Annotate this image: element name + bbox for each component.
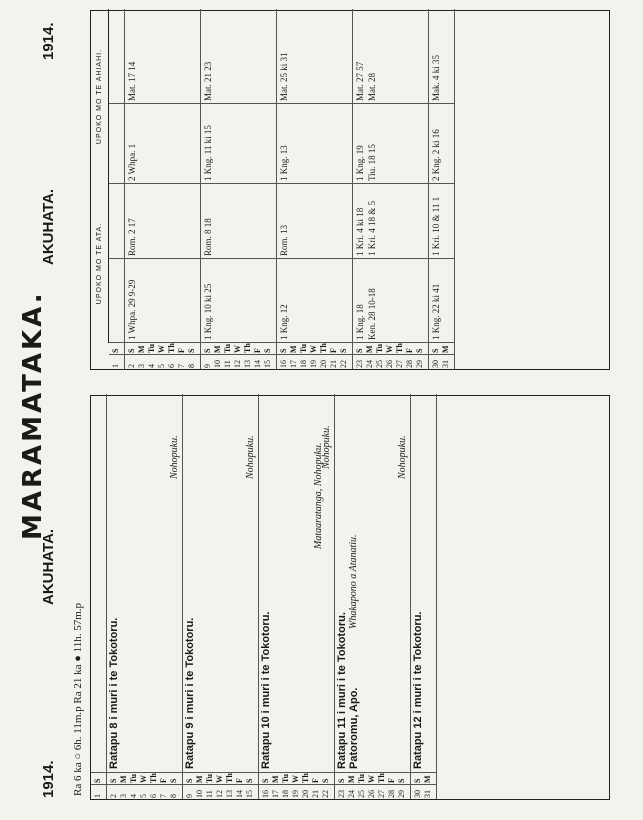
- column-divider: [277, 258, 353, 259]
- weekday-letter: W: [367, 775, 376, 783]
- weekday-letter: Th: [243, 343, 252, 353]
- day-number-column: [91, 784, 106, 799]
- lesson-a2: 1 Kri. 10 & 11 1: [431, 196, 441, 256]
- column-divider: [429, 103, 455, 104]
- lesson-a2: 1 Kri. 4 ki 18: [355, 207, 365, 256]
- weekday-letter: M: [289, 345, 298, 353]
- day-number: 15: [263, 360, 272, 368]
- day-number: 3: [119, 794, 128, 798]
- day-number: 22: [321, 790, 330, 798]
- column-divider: [201, 258, 277, 259]
- column-divider: [201, 183, 277, 184]
- column-divider: [277, 183, 353, 184]
- weekday-letter: S: [111, 348, 120, 353]
- week-row: [259, 394, 335, 799]
- weekday-letter: S: [203, 348, 212, 353]
- column-divider: [125, 354, 201, 355]
- column-divider: [109, 183, 125, 184]
- lesson-p1-holyday: Tiu. 18 15: [367, 144, 377, 181]
- weekday-letter: S: [169, 778, 178, 783]
- weekday-letter: W: [139, 775, 148, 783]
- column-divider: [277, 354, 353, 355]
- lesson-a1: 1 Kng. 22 ki 41: [431, 283, 441, 340]
- weekday-letter: S: [337, 778, 346, 783]
- day-number: 2: [127, 364, 136, 368]
- day-number: 14: [235, 790, 244, 798]
- lesson-a2: Rom. 8 18: [203, 218, 213, 256]
- weekday-column: [335, 772, 410, 785]
- year-left: 1914.: [40, 760, 57, 798]
- day-number: 23: [337, 790, 346, 798]
- lesson-a1: 1 Kng. 10 ki 25: [203, 283, 213, 340]
- weekday-letter: S: [245, 778, 254, 783]
- weekday-letter: S: [127, 348, 136, 353]
- lesson-a1: 1 Whpa. 29 9-29: [127, 279, 137, 340]
- day-number: 6: [167, 364, 176, 368]
- day-number: 21: [329, 360, 338, 368]
- day-number: 1: [93, 794, 102, 798]
- sunday-title: Ratapu 12 i muri i te Tokotoru.: [412, 611, 424, 769]
- day-number: 3: [137, 364, 146, 368]
- column-divider: [125, 183, 201, 184]
- weekday-letter: S: [109, 778, 118, 783]
- day-number: 17: [289, 360, 298, 368]
- weekday-letter: Th: [225, 773, 234, 783]
- day-number: 8: [169, 794, 178, 798]
- lesson-row: [277, 9, 353, 369]
- day-number: 25: [375, 360, 384, 368]
- weekday-letter: Tu: [129, 773, 138, 783]
- column-divider: [429, 258, 455, 259]
- day-number: 20: [301, 790, 310, 798]
- weekday-letter: S: [279, 348, 288, 353]
- column-divider: [109, 258, 125, 259]
- weekday-letter: S: [263, 348, 272, 353]
- day-number: 31: [441, 360, 450, 368]
- day-number: 22: [339, 360, 348, 368]
- lesson-a2: Rom. 13: [279, 224, 289, 256]
- weekday-letter: F: [311, 778, 320, 783]
- weekday-letter: W: [233, 345, 242, 353]
- column-divider: [125, 258, 201, 259]
- lesson-p2: Mak. 4 ki 35: [431, 55, 441, 101]
- column-divider: [353, 183, 429, 184]
- column-divider: [109, 342, 125, 343]
- column-divider: [429, 354, 455, 355]
- day-number: 11: [205, 790, 214, 798]
- column-divider: [353, 342, 429, 343]
- lesson-a2: Rom. 2 17: [127, 218, 137, 256]
- weekday-letter: W: [309, 345, 318, 353]
- weekday-letter: M: [423, 775, 432, 783]
- day-number: 30: [431, 360, 440, 368]
- day-number: 6: [149, 794, 158, 798]
- day-number: 12: [215, 790, 224, 798]
- weekday-letter: S: [413, 778, 422, 783]
- weekday-column: [107, 772, 182, 785]
- day-number: 26: [367, 790, 376, 798]
- lessons-table-right: [90, 10, 610, 370]
- day-number: 25: [357, 790, 366, 798]
- day-number: 8: [187, 364, 196, 368]
- day-number-column: [107, 784, 182, 799]
- fast-note: Nohopuku.: [321, 425, 332, 469]
- day-number: 24: [365, 360, 374, 368]
- weekday-letter: Th: [301, 773, 310, 783]
- weekday-letter: F: [387, 778, 396, 783]
- weekday-letter: W: [157, 345, 166, 353]
- week-row: [183, 394, 259, 799]
- weekday-letter: S: [187, 348, 196, 353]
- weekday-letter: F: [159, 778, 168, 783]
- day-number: 30: [413, 790, 422, 798]
- weekday-letter: Th: [377, 773, 386, 783]
- lesson-row: [109, 9, 125, 369]
- weekday-letter: Th: [149, 773, 158, 783]
- day-number: 31: [423, 790, 432, 798]
- week-row: [411, 394, 437, 799]
- weekday-letter: S: [93, 778, 102, 783]
- weekday-letter: Th: [319, 343, 328, 353]
- observance-note: Mataaratanga, Nohopuku.: [313, 442, 324, 549]
- weekday-letter: Tu: [223, 343, 232, 353]
- weekday-letter: W: [291, 775, 300, 783]
- weekday-letter: W: [215, 775, 224, 783]
- day-number: 21: [311, 790, 320, 798]
- lesson-p2: Mat. 17 14: [127, 61, 137, 101]
- weekday-letter: Tu: [147, 343, 156, 353]
- column-divider: [277, 342, 353, 343]
- week-row: [107, 394, 183, 799]
- day-number: 29: [415, 360, 424, 368]
- column-divider: [109, 103, 125, 104]
- column-divider: [109, 354, 125, 355]
- day-number-column: [259, 784, 334, 799]
- day-number-column: [411, 784, 436, 799]
- lesson-p1: 1 Kng. 11 ki 15: [203, 125, 213, 181]
- weekday-letter: F: [329, 348, 338, 353]
- lesson-row: [201, 9, 277, 369]
- day-number: 16: [261, 790, 270, 798]
- weekday-letter: M: [271, 775, 280, 783]
- weekday-column: [91, 772, 106, 785]
- sunday-title: Ratapu 9 i muri i te Tokotoru.: [184, 617, 196, 769]
- day-number: 27: [395, 360, 404, 368]
- column-divider: [429, 183, 455, 184]
- column-divider: [353, 354, 429, 355]
- day-number: 13: [243, 360, 252, 368]
- day-number: 19: [291, 790, 300, 798]
- day-number: 29: [397, 790, 406, 798]
- day-number: 20: [319, 360, 328, 368]
- lesson-p2: Mat. 21 23: [203, 61, 213, 101]
- day-number: 18: [299, 360, 308, 368]
- sunday-title: Ratapu 10 i muri i te Tokotoru.: [260, 611, 272, 769]
- weekday-letter: Tu: [205, 773, 214, 783]
- lesson-a1-holyday: Ken. 28 10-18: [367, 288, 377, 340]
- lesson-p2: Mat. 27 57: [355, 61, 365, 101]
- fast-note: Nohopuku.: [397, 435, 408, 479]
- day-number-column: [335, 784, 410, 799]
- day-number: 2: [109, 794, 118, 798]
- day-number: 24: [347, 790, 356, 798]
- day-number: 5: [157, 364, 166, 368]
- day-number: 15: [245, 790, 254, 798]
- week-row: [91, 394, 107, 799]
- year-right: 1914.: [40, 22, 57, 60]
- weekday-letter: F: [235, 778, 244, 783]
- weekday-letter: F: [177, 348, 186, 353]
- lesson-row: [125, 9, 201, 369]
- lesson-p2: Mat. 25 ki 31: [279, 52, 289, 101]
- weekday-column: [411, 772, 436, 785]
- weekday-letter: F: [405, 348, 414, 353]
- column-divider: [201, 342, 277, 343]
- column-divider: [201, 354, 277, 355]
- header-evening: UPOKO MO TE AHIAHI.: [91, 9, 109, 184]
- lesson-p1: 1 Kng. 19: [355, 145, 365, 181]
- column-divider: [277, 103, 353, 104]
- weekday-letter: Tu: [357, 773, 366, 783]
- day-number: 9: [203, 364, 212, 368]
- column-divider: [353, 258, 429, 259]
- weekday-letter: M: [137, 345, 146, 353]
- month-left: AKUHATA.: [40, 528, 57, 605]
- day-number: 9: [185, 794, 194, 798]
- day-number: 19: [309, 360, 318, 368]
- day-number: 10: [195, 790, 204, 798]
- weekday-letter: Th: [167, 343, 176, 353]
- lesson-a2-holyday: 1 Kri. 4 18 & 5: [367, 201, 377, 256]
- sunday-title: Ratapu 8 i muri i te Tokotoru.: [108, 617, 120, 769]
- day-number: 27: [377, 790, 386, 798]
- day-number: 14: [253, 360, 262, 368]
- weekday-letter: S: [431, 348, 440, 353]
- day-number: 10: [213, 360, 222, 368]
- lesson-row: [429, 9, 455, 369]
- weekday-letter: M: [441, 345, 450, 353]
- sunday-title: Ratapu 11 i muri i te Tokotoru.: [336, 612, 348, 769]
- weekday-letter: Tu: [375, 343, 384, 353]
- day-number: 7: [159, 794, 168, 798]
- day-number: 1: [111, 364, 120, 368]
- calendar-table-left: [90, 395, 610, 800]
- header-morning: UPOKO MO TE ATA.: [91, 184, 109, 343]
- weekday-letter: Tu: [299, 343, 308, 353]
- weekday-letter: F: [253, 348, 262, 353]
- weekday-letter: M: [119, 775, 128, 783]
- day-number: 13: [225, 790, 234, 798]
- day-number: 28: [405, 360, 414, 368]
- column-divider: [201, 103, 277, 104]
- lesson-p1: 2 Whpa. 1: [127, 143, 137, 181]
- day-number: 23: [355, 360, 364, 368]
- day-number: 26: [385, 360, 394, 368]
- week-row: [335, 394, 411, 799]
- lesson-a1: 1 Kng. 12: [279, 304, 289, 340]
- month-right: AKUHATA.: [40, 188, 57, 265]
- lesson-row: [353, 9, 429, 369]
- lesson-a1: 1 Kng. 18: [355, 304, 365, 340]
- weekday-column: [183, 772, 258, 785]
- day-number: 17: [271, 790, 280, 798]
- column-divider: [353, 103, 429, 104]
- day-number-column: [183, 784, 258, 799]
- fast-note: Nohopuku.: [169, 435, 180, 479]
- weekday-column: [259, 772, 334, 785]
- weekday-letter: Th: [395, 343, 404, 353]
- day-number: 11: [223, 360, 232, 368]
- weekday-letter: S: [339, 348, 348, 353]
- fast-note: Nohopuku.: [245, 435, 256, 479]
- lesson-p2-holyday: Mat. 28: [367, 73, 377, 101]
- day-number: 5: [139, 794, 148, 798]
- day-number: 16: [279, 360, 288, 368]
- day-number: 12: [233, 360, 242, 368]
- feast-note: Whakapono a Atanatiu.: [348, 534, 359, 629]
- feast-title: Patoromu, Apo.: [348, 687, 360, 769]
- column-divider: [125, 103, 201, 104]
- weekday-letter: S: [397, 778, 406, 783]
- weekday-letter: S: [415, 348, 424, 353]
- weekday-letter: S: [321, 778, 330, 783]
- lesson-p1: 2 Kng. 2 ki 16: [431, 129, 441, 181]
- moon-phases: Ra 6 ka ○ 6h. 11m.p Ra 21 ka ● 11h. 57m.p: [72, 602, 84, 796]
- day-number: 18: [281, 790, 290, 798]
- lesson-p1: 1 Kng. 13: [279, 145, 289, 181]
- day-number: 7: [177, 364, 186, 368]
- weekday-letter: S: [355, 348, 364, 353]
- weekday-letter: W: [385, 345, 394, 353]
- weekday-letter: M: [347, 775, 356, 783]
- day-number: 4: [129, 794, 138, 798]
- day-number: 4: [147, 364, 156, 368]
- weekday-letter: Tu: [281, 773, 290, 783]
- column-divider: [125, 342, 201, 343]
- weekday-letter: S: [185, 778, 194, 783]
- page-title: MARAMATAKA.: [18, 290, 48, 540]
- day-number: 28: [387, 790, 396, 798]
- weekday-letter: M: [213, 345, 222, 353]
- column-divider: [429, 342, 455, 343]
- weekday-letter: S: [261, 778, 270, 783]
- weekday-letter: M: [365, 345, 374, 353]
- weekday-letter: M: [195, 775, 204, 783]
